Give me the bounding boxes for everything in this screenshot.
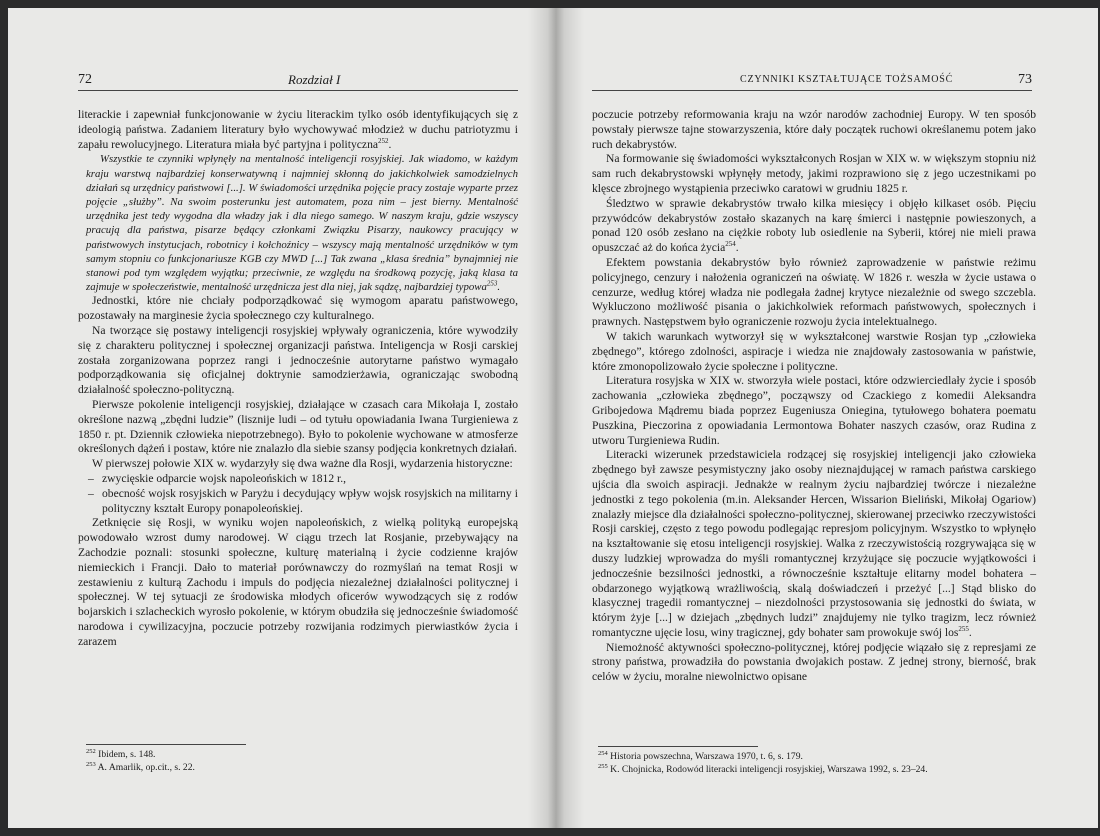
left-page-header — [78, 70, 518, 91]
footnote-ref: 252 — [378, 136, 389, 145]
book-spread — [8, 8, 1098, 828]
running-head: Rozdział I — [288, 72, 341, 87]
footnote-ref: 255 — [958, 625, 969, 634]
page-number: 73 — [1018, 72, 1032, 87]
block-quote: Wszystkie te czynniki wpłynęły na mentalność inteligencji rosyjskiej. Jak wiadomo, w każdym kraju warstwą najbardziej konserwatywną i najmniej skłonną do jakichkolwiek samodzielnych działań są urzędnicy państwowi [...]. W świadomości urzędnika pojęcie pracy zostaje wyparte przez pojęcie „służby”. Na swoim posterunku jest automatem, poza nim – jest bierny. Mentalność urzędnika jest tedy wygodna dla władzy jak i dla niego samego. W naszym kraju, gdzie wszyscy pracują dla państwa, pisarze będący członkami Związku Pisarzy, naukowcy pracujący w państwowych instytucjach, robotnicy i kołchoźnicy – wszyscy mają mentalność urzędników w tym samym stopniu co funkcjonariusze KGB czy MWD [...] Tak zwana „klasa średnia” bynajmniej nie stanowi pod tym względem wyjątku; przeciwnie, ze względu na środkową pozycję, jaką klasa ta zajmuje w społeczeństwie, mentalność urzędnicza jest dla niej, jak sądzę, najbardziej typowa$^{253}$. — [86, 153, 518, 294]
paragraph: Śledztwo w sprawie dekabrystów trwało kilka miesięcy i objęło kilkaset osób. Pięciu przywódców dekabrystów zostało skazanych na karę śmierci i następnie powieszonych, a ponad 120 osób zesłano na ciężkie roboty lub osiedlenie na Syberii, której nie mieli prawa opuszczać aż do końca życia$^{254}$. — [592, 196, 1036, 255]
footnote: $^{252}$ Ibidem, s. 148. — [86, 747, 156, 760]
paragraph: Literacki wizerunek przedstawiciela rodzącej się rosyjskiej inteligencji jako człowieka zbędnego był zawsze pesymistyczny jako osoby nieznajdującej w ramach państwa carskiego ujścia dla swoich aspiracji. Jednakże w realnym życiu najbardziej twórcze i niezależne jednostki z tego pokolenia (m.in. Aleksander Hercen, Wissarion Bieliński, Mikołaj Ogariow) znalazły miejsce dla działalności społeczno-politycznej, skierowanej przeciwko rzeczywistości Rosji carskiej, często z tego powodu podlegając represjom policyjnym. Wszystko to wpłynęło na kształtowanie się etosu inteligencji rosyjskiej. Walka z rzeczywistością rozgrywająca się w duszy ludzkiej wprowadza do myśli romantycznej krzyżujące się poczucie wyjątkowości i jednocześnie bezsilności jednostki, a równocześnie kształtuje elitarny model bohatera – obdarzonego wyjątkową wrażliwością, skalą doświadczeń i przeżyć [...] Stąd blisko do klasycznej tragedii romantycznej – niezdolności przystosowania się jednostki do świata, w którym żyje [...] w dziejach „zbędnych ludzi” znajdujemy nie tylko tragizm, lecz również romantyczne ujęcie losu, winy tragicznej, gdy bohater sam prowokuje swój los$^{255}$. — [592, 448, 1036, 639]
paragraph: Literatura rosyjska w XIX w. stworzyła wiele postaci, które odzwierciedlały życie i sposób zachowania „człowieka zbędnego”, począwszy od Czackiego z komedii Aleksandra Gribojedowa Mądremu biada poprzez Eugeniusza Oniegina, tytułowego bohatera poematu Puszkina, Pieczorina z opowiadania Lermontowa Bohater naszych czasów, oraz Rudina z utworu Turgieniewa Rudin. — [592, 374, 1036, 447]
paragraph: Na formowanie się świadomości wykształconych Rosjan w XIX w. w większym stopniu niż sam ruch dekabrystowski wpłynęły metody, jakimi rozprawiono się z jego uczestnikami po klęsce zbrojnego wystąpienia przeciwko caratowi w grudniu 1825 r. — [592, 152, 1036, 195]
footnote-ref: 253 — [486, 279, 498, 288]
paragraph: poczucie potrzeby reformowania kraju na wzór narodów zachodniej Europy. W ten sposób powstały pierwsze tajne stowarzyszenia, które dały początek ruchowi określanemu potem jako ruch dekabrystów. — [592, 108, 1036, 151]
paragraph: W pierwszej połowie XIX w. wydarzyły się dwa ważne dla Rosji, wydarzenia historyczne: — [92, 457, 513, 471]
paragraph: literackie i zapewniał funkcjonowanie w życiu literackim tylko osób identyfikujących się z ideologią państwa. Zadaniem literatury było wychowywać młodzież w duchu patriotyzmu i zapału rewolucyjnego. Literatura miała być partyjna i polityczna$^{252}$. — [78, 108, 518, 151]
left-page-body — [78, 108, 518, 650]
footnote-rule — [86, 744, 246, 745]
list-item: – zwycięskie odparcie wojsk napoleońskich w 1812 r., — [88, 472, 518, 487]
paragraph: Pierwsze pokolenie inteligencji rosyjskiej, działające w czasach cara Mikołaja I, zostało określone nazwą „zbędni ludzie” (lisznije ludi – od tytułu opowiadania Iwana Turgieniewa z 1850 r. pt. Dziennik człowieka niepotrzebnego). Było to pokolenie wychowane w atmosferze określonych dążeń i postaw, które nie znalazło dla siebie szansy podjęcia konkretnych działań. — [78, 398, 518, 456]
footnote: $^{255}$ K. Chojnicka, Rodowód literacki inteligencji rosyjskiej, Warszawa 1992, s. 23–24. — [598, 762, 928, 775]
page-number: 72 — [78, 72, 92, 87]
paragraph: Na tworzące się postawy inteligencji rosyjskiej wpływały ograniczenia, które wywodziły się z charakteru politycznej i społecznej organizacji państwa. Inteligencja w Rosji carskiej została zorganizowana poprzez rangi i jednocześnie autorytarne państwo wymagało podporządkowania się oficjalnej doktrynie samodzierżawia, ograniczając swobodną działalność społeczno-polityczną. — [78, 324, 518, 397]
paragraph: Niemożność aktywności społeczno-politycznej, której podjęcie wiązało się z represjami ze strony państwa, prowadziła do powstania dwojakich postaw. Z jednej strony, bierność, brak celów w życiu, moralne niewolnictwo opisane — [592, 640, 1036, 684]
right-page-header — [592, 70, 1032, 91]
right-page-body — [592, 108, 1036, 685]
running-head: CZYNNIKI KSZTAŁTUJĄCE TOŻSAMOŚĆ — [740, 74, 954, 85]
paragraph: W takich warunkach wytworzył się w wykształconej warstwie Rosjan typ „człowieka zbędnego”, którego zdolności, aspiracje i wiedza nie znajdowały zastosowania w państwie, które zmonopolizowało życie społeczne i polityczne. — [592, 329, 1036, 373]
footnotes — [598, 746, 1028, 776]
list-item: – obecność wojsk rosyjskich w Paryżu i decydujący wpływ wojsk rosyjskich na militarny i polityczny kształt Europy ponapoleońskiej. — [88, 487, 518, 517]
paragraph: Jednostki, które nie chciały podporządkować się wymogom aparatu państwowego, pozostawały na marginesie życia społecznego czy kulturalnego. — [78, 294, 518, 323]
paragraph: Zetknięcie się Rosji, w wyniku wojen napoleońskich, z wielką polityką europejską powodowało wzrost dumy narodowej. W ciągu trzech lat Rosjanie, przebywający na Zachodzie poznali: stosunki społeczne, kulturę materialną i życie codzienne krajów niemieckich i Francji. Dało to materiał porównawczy do rozmyślań na temat Rosji w zestawieniu z kulturą Zachodu i impuls do podjęcia niezależnej działalności politycznej i społecznej. W tej sytuacji ze środowiska młodych oficerów wywodzących się z rodów bojarskich i szlacheckich wyrosło pokolenie, w którym obudziła się jednocześnie świadomość narodowa i cywilizacyjna, poczucie potrzeby rozwijania rodzimych pierwiastków życia i zarazem — [78, 516, 518, 648]
footnote: $^{253}$ A. Amarlik, op.cit., s. 22. — [86, 760, 195, 773]
footnotes — [86, 744, 516, 774]
bullet-list — [78, 472, 518, 516]
right-page — [574, 8, 1098, 828]
footnote-rule — [598, 746, 758, 747]
footnote: $^{254}$ Historia powszechna, Warszawa 1970, t. 6, s. 179. — [598, 749, 803, 762]
footnote-ref: 254 — [725, 240, 736, 249]
left-page — [8, 8, 538, 828]
paragraph: Efektem powstania dekabrystów było również zaprowadzenie w państwie reżimu policyjnego, cenzury i nałożenia ograniczeń na oświatę. W 1826 r. weszła w życie ustawa o cenzurze, według której władza nie podlegała żadnej krytyce niezależnie od swego szczebla. Wykluczono możliwość pisania o jakichkolwiek reformach państwowych, społecznych i prawnych. Następstwem było ograniczenie rozwoju życia intelektualnego. — [592, 255, 1036, 329]
